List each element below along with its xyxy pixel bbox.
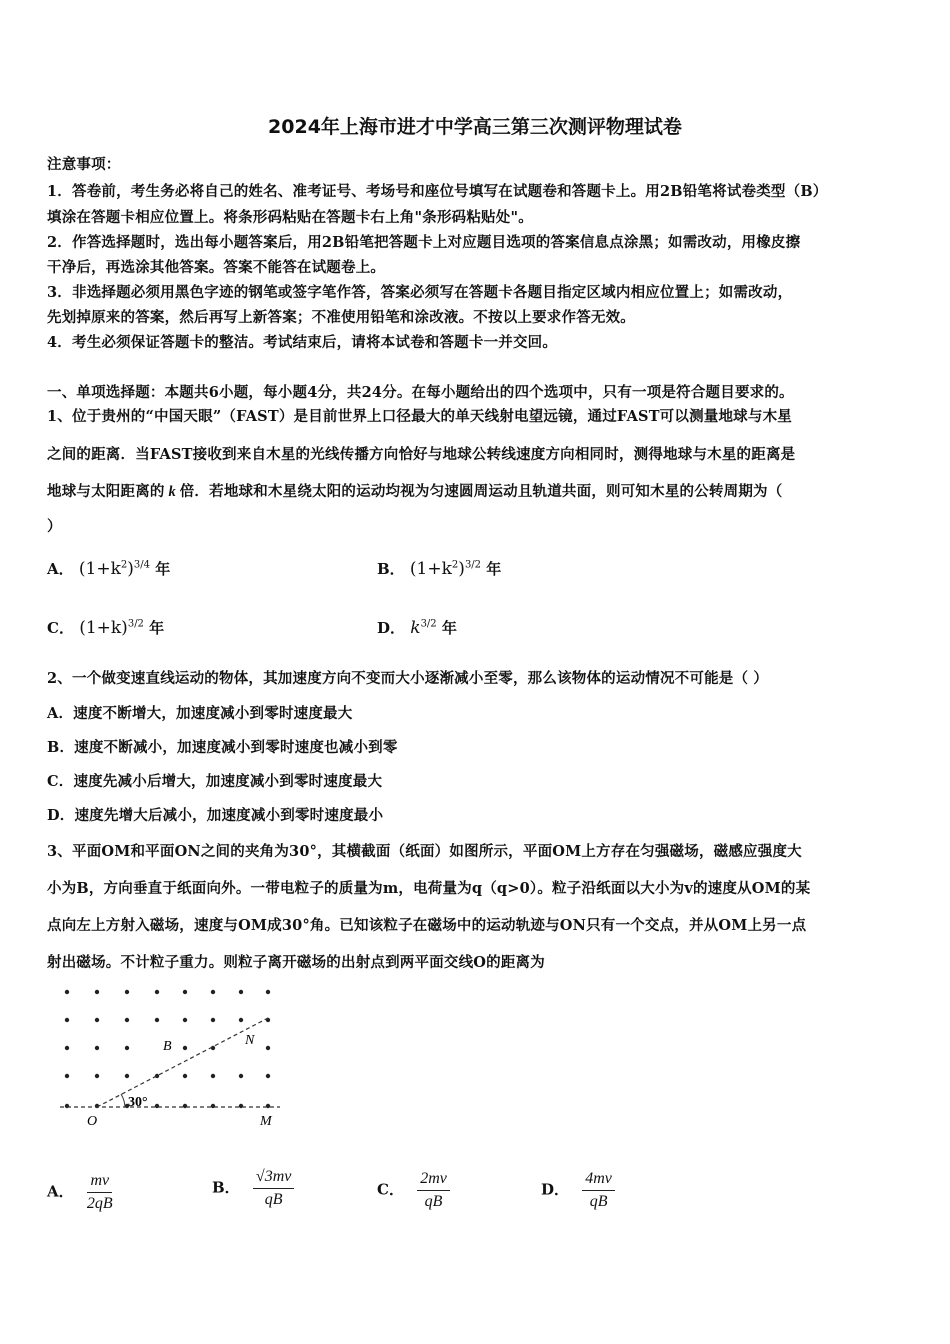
q2-option-b[interactable]: B．速度不断减小，加速度减小到零时速度也减小到零: [47, 739, 398, 756]
plane-on-line: [97, 1017, 270, 1107]
notice-line: 1．答卷前，考生务必将自己的姓名、准考证号、考场号和座位号填写在试题卷和答题卡上。用2B铅笔将试卷类型（B）: [47, 183, 828, 200]
notice-line: 4．考生必须保证答题卡的整洁。考试结束后，请将本试卷和答题卡一并交回。: [47, 334, 558, 351]
q3-stem-line: 点向左上方射入磁场，速度与OM成30°角。已知该粒子在磁场中的运动轨迹与ON只有一个交点，并从OM上另一点: [47, 917, 807, 934]
q1-option-a[interactable]: A． $(1+k^2)^{3/4}$ 年: [47, 559, 171, 579]
label-o: O: [87, 1114, 98, 1129]
q1-stem-line: ）: [47, 518, 62, 535]
page-title: 2024年上海市进才中学高三第三次测评物理试卷: [268, 116, 682, 138]
q2-stem: 2、一个做变速直线运动的物体，其加速度方向不变而大小逐渐减小至零，那么该物体的运动情况不可能是（ ）: [47, 670, 769, 687]
q2-option-d[interactable]: D．速度先增大后减小，加速度减小到零时速度最小: [47, 807, 384, 824]
q3-stem-line: 小为B，方向垂直于纸面向外。一带电粒子的质量为m，电荷量为q（q>0）。粒子沿纸面以大小为v的速度从OM的某: [47, 880, 811, 897]
q2-option-a[interactable]: A．速度不断增大，加速度减小到零时速度最大: [47, 705, 353, 722]
q3-option-b[interactable]: B． $\frac{√3mv}{qB}$: [212, 1168, 294, 1209]
q3-option-c[interactable]: C． $\frac{2mv}{qB}$: [377, 1170, 450, 1211]
q1-stem-line: 地球与太阳距离的 k 倍．若地球和木星绕太阳的运动均视为匀速圆周运动且轨道共面，则可知木星的公转周期为（: [47, 483, 783, 500]
label-b: B: [163, 1039, 172, 1054]
notice-line: 3．非选择题必须用黑色字迹的钢笔或签字笔作答，答案必须写在答题卡各题目指定区域内相应位置上；如需改动，: [47, 284, 793, 301]
notice-line: 干净后，再选涂其他答案。答案不能答在试题卷上。: [47, 259, 386, 276]
angle-label: 30°: [128, 1095, 148, 1110]
q3-stem-line: 3、平面OM和平面ON之间的夹角为30°，其横截面（纸面）如图所示，平面OM上方存在匀强磁场，磁感应强度大: [47, 843, 802, 860]
label-n: N: [245, 1033, 255, 1048]
q1-stem-line: 1、位于贵州的“中国天眼”（FAST）是目前世界上口径最大的单天线射电望远镜，通过FAST可以测量地球与木星: [47, 408, 792, 425]
angle-arc: [121, 1094, 125, 1107]
label-m: M: [260, 1114, 272, 1129]
magnetic-field-figure: [55, 982, 295, 1132]
q1-stem-line: 之间的距离．当FAST接收到来自木星的光线传播方向恰好与地球公转线速度方向相同时，测得地球与木星的距离是: [47, 446, 796, 463]
notice-line: 填涂在答题卡相应位置上。将条形码粘贴在答题卡右上角"条形码粘贴处"。: [47, 209, 533, 226]
section-heading: 一、单项选择题：本题共6小题，每小题4分，共24分。在每小题给出的四个选项中，只有一项是符合题目要求的。: [47, 384, 794, 401]
q2-option-c[interactable]: C．速度先减小后增大，加速度减小到零时速度最大: [47, 773, 383, 790]
q1-option-c[interactable]: C． $(1+k)^{3/2}$ 年: [47, 618, 165, 638]
notice-heading: 注意事项：: [47, 156, 121, 173]
notice-line: 先划掉原来的答案，然后再写上新答案；不准使用铅笔和涂改液。不按以上要求作答无效。: [47, 309, 635, 326]
notice-line: 2．作答选择题时，选出每小题答案后，用2B铅笔把答题卡上对应题目选项的答案信息点涂黑；如需改动，用橡皮擦: [47, 234, 801, 251]
q3-stem-line: 射出磁场。不计粒子重力。则粒子离开磁场的出射点到两平面交线O的距离为: [47, 954, 545, 971]
q1-option-b[interactable]: B． $(1+k^2)^{3/2}$ 年: [377, 559, 502, 579]
q3-option-d[interactable]: D． $\frac{4mv}{qB}$: [541, 1170, 615, 1211]
q1-option-d[interactable]: D． $k^{3/2}$ 年: [377, 618, 457, 638]
q3-option-a[interactable]: A． $\frac{mv}{2qB}$: [47, 1172, 113, 1212]
